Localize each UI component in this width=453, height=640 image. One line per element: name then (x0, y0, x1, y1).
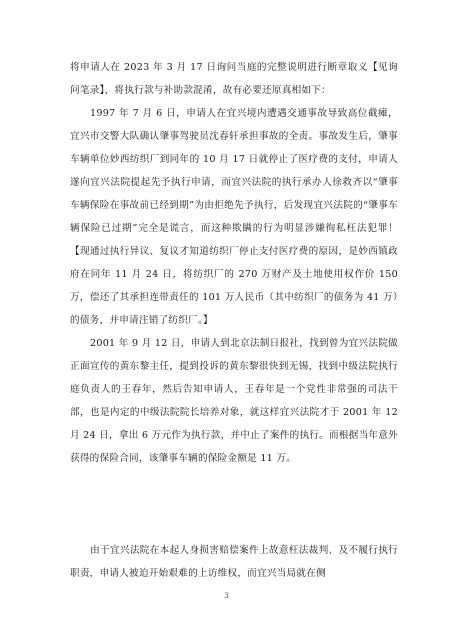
paragraph-3-text: 2001 年 9 月 12 日，申请人到北京法制日报社，找到曾为宜兴法院做正面宣传的黄东黎主任，提到投诉的黄东黎很快到无锡，找到中级法院执行庭负责人的王春年，然后告知申请人，王春年是一个党性非常强的司法干部，也是内定的中级法院院长培养对象，就这样宜兴法院才于 2001 年 12 月 24 日，拿出 6 万元作为执行款，并中止了案件的执行。而根据当年意外获得的保险合同，该肇事车辆的保险金额是 11 万。 (70, 338, 398, 464)
paragraph-1-text: 将申请人在 2023 年 3 月 17 日询问当庭的完整说明进行断章取义【见询问笔录】，将执行款与补助款混淆，故有必要还原真相如下： (70, 62, 398, 96)
paragraph-4 (70, 539, 398, 585)
paragraph-3 (70, 332, 398, 470)
paragraph-4-text: 由于宜兴法院在本起人身损害赔偿案件上故意枉法裁判、及不履行执行职责，申请人被迫开始艰难的上访维权，而宜兴当局就在侧 (70, 545, 398, 579)
page-number: 3 (224, 592, 229, 600)
paragraph-2-text: 1997 年 7 月 6 日，申请人在宜兴境内遭遇交通事故导致高位截瘫，宜兴市交警大队确认肇事驾驶员沈春轩承担事故的全责。事故发生后，肇事车辆单位妙西纺织厂到同年的 10 月 17 日就停止了医疗费的支付，申请人遂向宜兴法院提起先予执行申请，而宜兴法院的执行承办人徐救齐以“肇事车辆保险在事故前已经到期”为由拒绝先予执行，后发现宜兴法院的“肇事车辆保险已过期”完全是谎言，而这种欺瞒的行为明显涉嫌徇私枉法犯罪！【现通过执行异议、复议才知道纺织厂停止支付医疗费的原因，是妙西镇政府在同年 11 月 24 日，将纺织厂的 270 万财产及土地使用权作价 150 万，偿还了其承担连带责任的 101 万人民币（其中纺织厂的债务为 41 万）的债务，并申请注销了纺织厂。】 (70, 108, 398, 326)
paragraph-1 (70, 56, 398, 102)
paragraph-2 (70, 102, 398, 332)
